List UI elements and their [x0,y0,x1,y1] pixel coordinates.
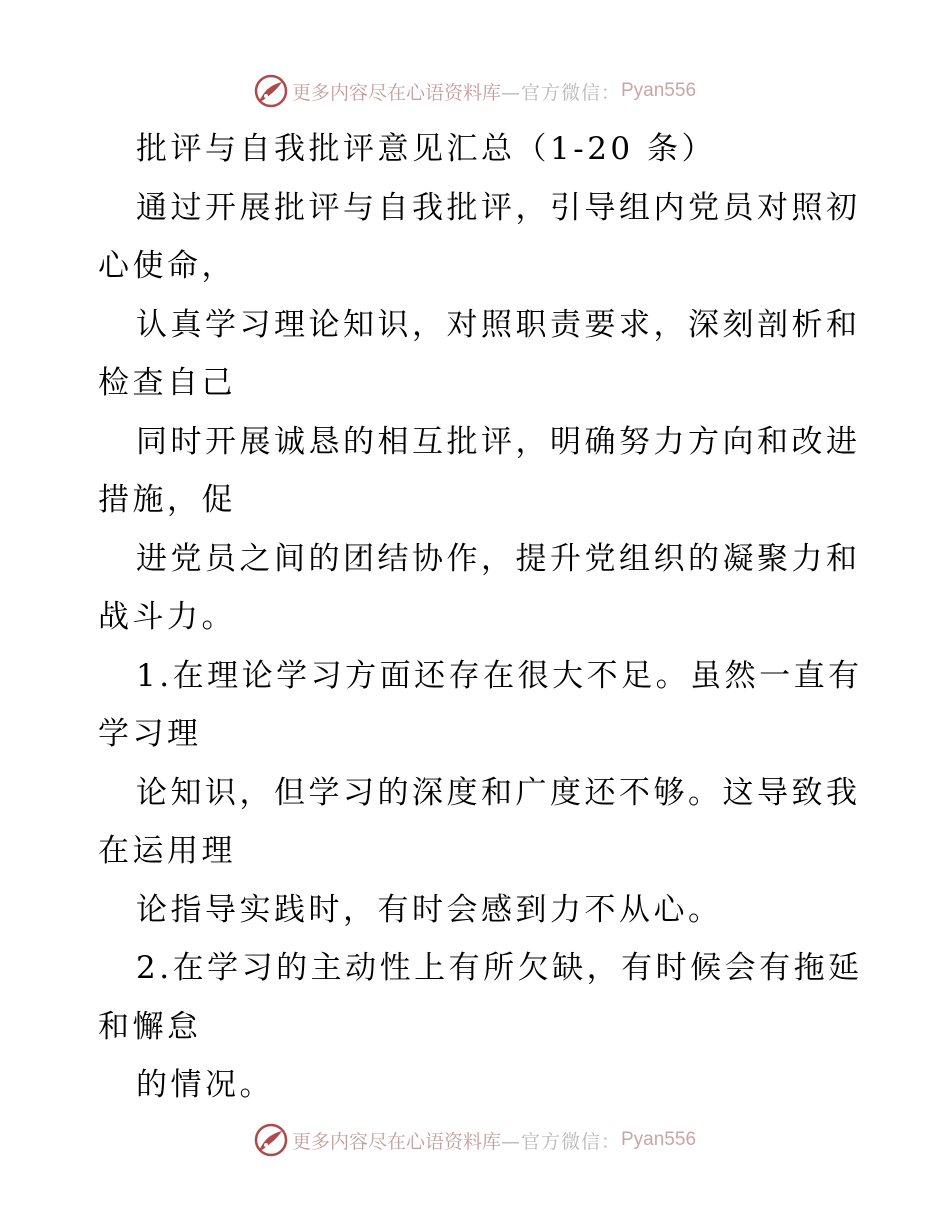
text-line: 学习理 [98,716,202,752]
footer-banner-prefix: 更多内容尽在心语资料库 [291,1130,501,1153]
text-line: 2.在学习的主动性上有所欠缺，有时候会有拖延 [136,950,863,986]
pen-nib-logo-icon [254,74,288,108]
text-line: 进党员之间的团结协作，提升党组织的凝聚力和 [136,540,861,577]
text-line: 1.在理论学习方面还存在很大不足。虽然一直有 [136,657,863,694]
text-line: 战斗力。 [98,599,236,635]
text-line: 论指导实践时，有时会感到力不从心。 [136,891,723,928]
text-line: 在运用理 [98,833,236,869]
header-banner-prefix: 更多内容尽在心语资料库 [291,81,501,104]
document-body [98,120,863,1115]
text-line: 措施，促 [98,482,236,518]
footer-banner-id: Pyan556 [621,1129,697,1150]
header-banner-separator: —官方微信： [500,81,621,104]
text-line: 和懈怠 [98,1008,202,1045]
footer-banner [0,1120,950,1160]
text-line: 同时开展诚恳的相互批评，明确努力方向和改进 [136,423,861,460]
text-line: 心使命， [98,248,236,284]
footer-banner-separator: —官方微信： [500,1130,621,1153]
text-line: 检查自己 [98,365,236,401]
document-title: 批评与自我批评意见汇总（1-20 条） [136,131,716,167]
text-line: 认真学习理论知识，对照职责要求，深刻剖析和 [136,306,861,343]
pen-nib-logo-icon [254,1123,288,1157]
header-banner-id: Pyan556 [621,80,697,101]
text-line: 的情况。 [136,1067,274,1103]
header-banner [0,71,950,111]
text-line: 论知识，但学习的深度和广度还不够。这导致我 [136,774,861,811]
text-line: 通过开展批评与自我批评，引导组内党员对照初 [136,189,861,226]
